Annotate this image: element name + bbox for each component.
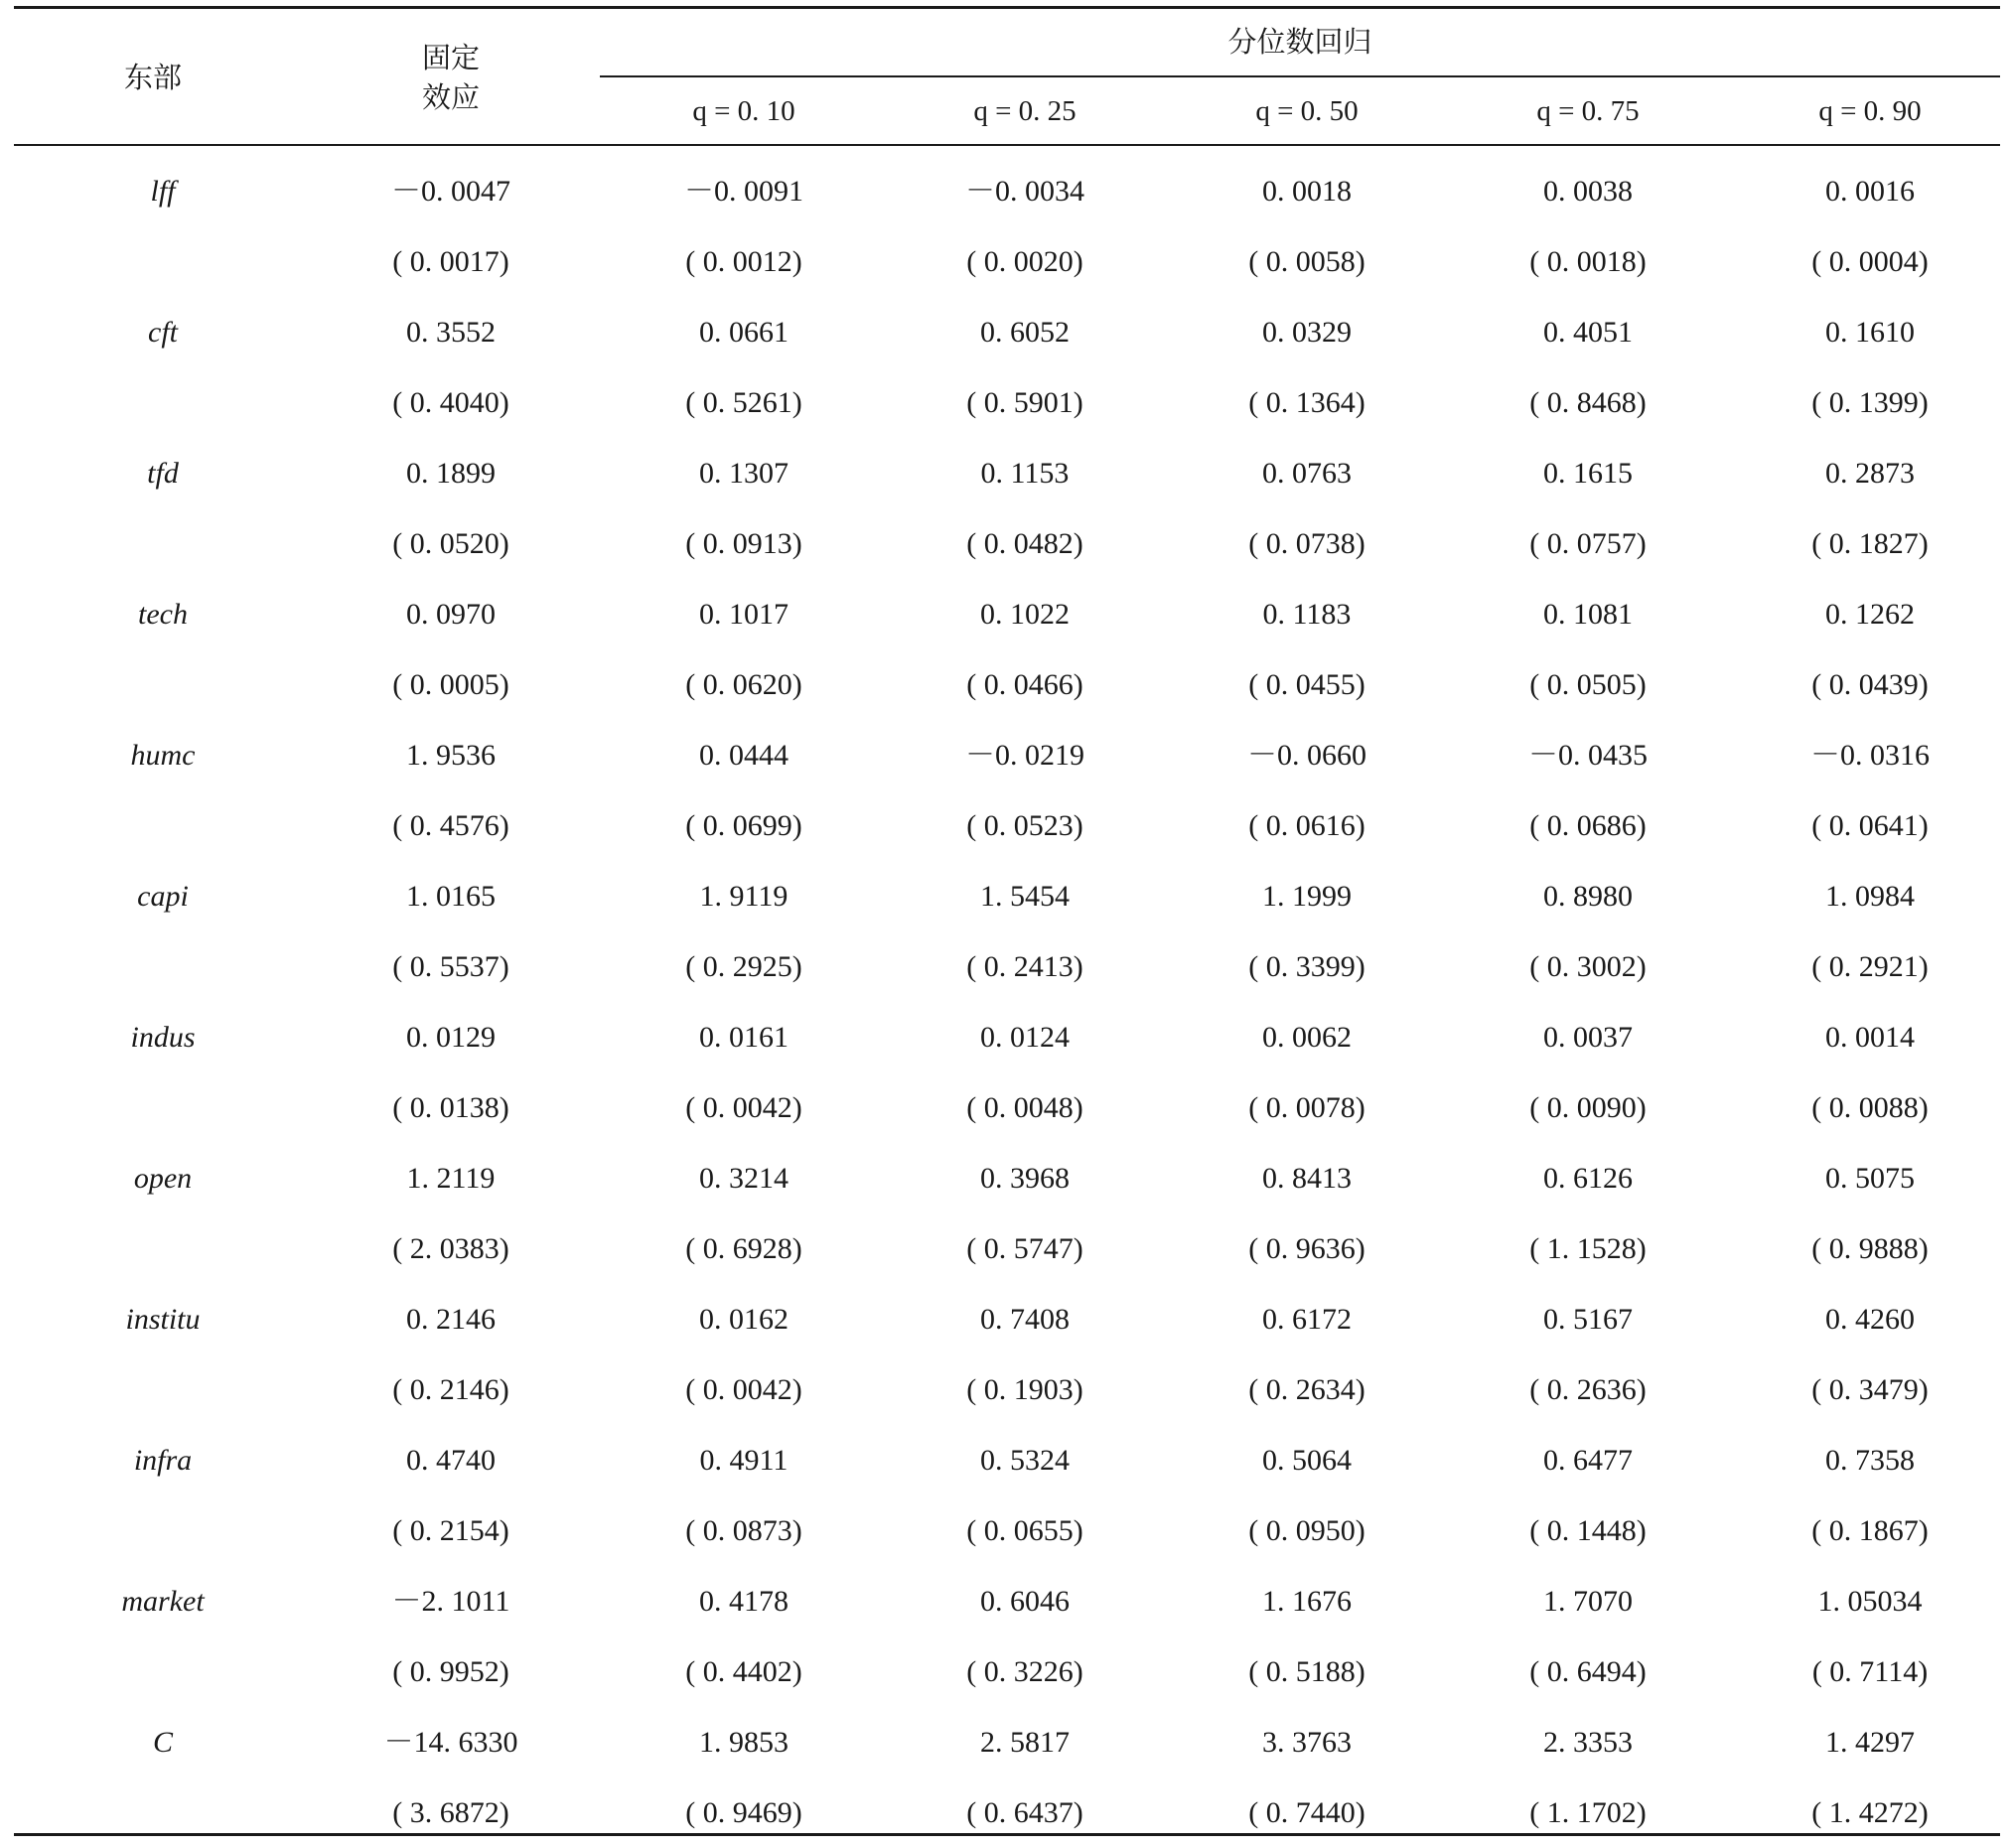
quantile-header-q10: q = 0. 10: [692, 95, 795, 127]
table-bottom-rule: [14, 1833, 2000, 1836]
se-cell: ( 0. 0738): [1248, 527, 1365, 560]
coef-cell: 0. 7358: [1825, 1444, 1915, 1477]
se-cell: ( 0. 0950): [1248, 1514, 1365, 1547]
coef-cell: 1. 0984: [1825, 880, 1915, 913]
se-cell: ( 0. 0686): [1529, 809, 1647, 842]
header-quantile-regression: 分位数回归: [1227, 25, 1372, 59]
se-cell: ( 0. 3399): [1248, 950, 1365, 983]
se-cell: ( 0. 0616): [1248, 809, 1365, 842]
se-cell: ( 0. 0505): [1529, 668, 1647, 701]
quantile-header-q25: q = 0. 25: [973, 95, 1077, 127]
coef-cell: 0. 1017: [699, 598, 789, 631]
quantile-header-q75: q = 0. 75: [1536, 95, 1640, 127]
coef-cell: 0. 4740: [406, 1444, 496, 1477]
table-row-coef: [14, 1707, 2000, 1777]
se-cell: ( 0. 9636): [1248, 1232, 1365, 1265]
se-cell: ( 0. 5261): [685, 386, 802, 419]
coef-cell: 0. 0124: [980, 1021, 1070, 1054]
coef-cell: 1. 9853: [699, 1726, 789, 1759]
se-cell: ( 0. 1903): [966, 1373, 1083, 1406]
coef-cell: 0. 0444: [699, 739, 789, 772]
coef-cell: 0. 3552: [406, 316, 496, 349]
se-cell: ( 0. 6928): [685, 1232, 802, 1265]
header-bottom-rule: [14, 144, 2000, 146]
se-cell: ( 0. 3226): [966, 1655, 1083, 1688]
table-row-coef: [14, 579, 2000, 649]
se-cell: ( 1. 1528): [1529, 1232, 1647, 1265]
header-fixed-effect-line1: 固定: [421, 41, 480, 74]
se-cell: ( 1. 4272): [1811, 1796, 1929, 1829]
se-cell: ( 0. 0005): [392, 668, 509, 701]
table-body: [14, 156, 2000, 1848]
coef-cell: 0. 5167: [1543, 1303, 1633, 1336]
se-cell: ( 2. 0383): [392, 1232, 509, 1265]
variable-name: open: [133, 1162, 193, 1195]
coef-cell: 0. 0014: [1825, 1021, 1915, 1054]
coef-cell: 0. 1262: [1825, 598, 1915, 631]
se-cell: ( 0. 0641): [1811, 809, 1929, 842]
se-cell: ( 0. 0078): [1248, 1091, 1365, 1124]
coef-cell: 0. 2873: [1825, 457, 1915, 490]
regression-table: [14, 0, 2000, 1846]
coef-cell: －0. 0034: [965, 175, 1084, 208]
coef-cell: 0. 2146: [406, 1303, 496, 1336]
variable-name: market: [121, 1585, 205, 1618]
quantile-group-rule: [600, 75, 2000, 77]
se-cell: ( 0. 0520): [392, 527, 509, 560]
table-row-se: [14, 1495, 2000, 1566]
table-row-coef: [14, 720, 2000, 790]
se-cell: ( 0. 0699): [685, 809, 802, 842]
variable-name: lff: [150, 175, 176, 208]
quantile-header-q50: q = 0. 50: [1255, 95, 1359, 127]
coef-cell: 0. 8413: [1262, 1162, 1352, 1195]
table-row-se: [14, 1777, 2000, 1848]
se-cell: ( 0. 0090): [1529, 1091, 1647, 1124]
coef-cell: －14. 6330: [383, 1726, 518, 1759]
coef-cell: －0. 0091: [684, 175, 803, 208]
coef-cell: 1. 05034: [1817, 1585, 1923, 1618]
se-cell: ( 0. 0058): [1248, 245, 1365, 278]
quantile-header-q90: q = 0. 90: [1818, 95, 1922, 127]
se-cell: ( 0. 7440): [1248, 1796, 1365, 1829]
table-row-coef: [14, 438, 2000, 508]
se-cell: ( 0. 7114): [1811, 1655, 1929, 1688]
se-cell: ( 0. 4402): [685, 1655, 802, 1688]
se-cell: ( 0. 2636): [1529, 1373, 1647, 1406]
se-cell: ( 0. 2413): [966, 950, 1083, 983]
coef-cell: 0. 0037: [1543, 1021, 1633, 1054]
se-cell: ( 0. 1867): [1811, 1514, 1929, 1547]
coef-cell: 0. 1022: [980, 598, 1070, 631]
se-cell: ( 0. 5747): [966, 1232, 1083, 1265]
quantile-header-row: [14, 91, 2000, 131]
coef-cell: 1. 9119: [699, 880, 789, 913]
se-cell: ( 0. 0873): [685, 1514, 802, 1547]
coef-cell: 0. 8980: [1543, 880, 1633, 913]
coef-cell: 0. 0016: [1825, 175, 1915, 208]
coef-cell: 0. 6046: [980, 1585, 1070, 1618]
se-cell: ( 0. 0138): [392, 1091, 509, 1124]
table-row-se: [14, 226, 2000, 297]
header-fixed-effect-line2: 效应: [421, 80, 480, 114]
coef-cell: 0. 1899: [406, 457, 496, 490]
coef-cell: 0. 3214: [699, 1162, 789, 1195]
coef-cell: 0. 1307: [699, 457, 789, 490]
se-cell: ( 0. 0042): [685, 1373, 802, 1406]
table-row-coef: [14, 861, 2000, 931]
coef-cell: 2. 5817: [980, 1726, 1070, 1759]
variable-name: tech: [138, 598, 188, 631]
coef-cell: 0. 4911: [699, 1444, 789, 1477]
coef-cell: －2. 1011: [391, 1585, 510, 1618]
variable-name: indus: [130, 1021, 196, 1054]
coef-cell: 0. 0038: [1543, 175, 1633, 208]
coef-cell: 1. 1676: [1262, 1585, 1352, 1618]
coef-cell: 0. 1183: [1262, 598, 1352, 631]
coef-cell: 0. 6052: [980, 316, 1070, 349]
table-row-coef: [14, 1425, 2000, 1495]
coef-cell: －0. 0660: [1247, 739, 1366, 772]
coef-cell: 0. 0129: [406, 1021, 496, 1054]
coef-cell: 0. 1610: [1825, 316, 1915, 349]
variable-name: capi: [137, 880, 189, 913]
coef-cell: 0. 3968: [980, 1162, 1070, 1195]
coef-cell: －0. 0316: [1810, 739, 1930, 772]
coef-cell: 2. 3353: [1543, 1726, 1633, 1759]
table-row-coef: [14, 1143, 2000, 1213]
table-row-se: [14, 1072, 2000, 1143]
coef-cell: 1. 7070: [1543, 1585, 1633, 1618]
coef-cell: 0. 6172: [1262, 1303, 1352, 1336]
coef-cell: 0. 0329: [1262, 316, 1352, 349]
se-cell: ( 0. 6437): [966, 1796, 1083, 1829]
coef-cell: 0. 0661: [699, 316, 789, 349]
coef-cell: －0. 0435: [1528, 739, 1648, 772]
se-cell: ( 0. 0655): [966, 1514, 1083, 1547]
header-region: 东部: [123, 61, 182, 94]
coef-cell: 3. 3763: [1262, 1726, 1352, 1759]
se-cell: ( 0. 1399): [1811, 386, 1929, 419]
table-row-coef: [14, 297, 2000, 367]
coef-cell: 0. 0018: [1262, 175, 1352, 208]
se-cell: ( 0. 0455): [1248, 668, 1365, 701]
se-cell: ( 0. 0088): [1811, 1091, 1929, 1124]
se-cell: ( 0. 6494): [1529, 1655, 1647, 1688]
coef-cell: 1. 0165: [406, 880, 496, 913]
se-cell: ( 0. 0482): [966, 527, 1083, 560]
coef-cell: 0. 1153: [980, 457, 1070, 490]
coef-cell: 1. 9536: [406, 739, 496, 772]
se-cell: ( 0. 0757): [1529, 527, 1647, 560]
table-top-rule: [14, 6, 2000, 9]
coef-cell: 1. 2119: [406, 1162, 496, 1195]
variable-name: institu: [125, 1303, 201, 1336]
table-row-se: [14, 508, 2000, 579]
coef-cell: 1. 4297: [1825, 1726, 1915, 1759]
se-cell: ( 0. 5188): [1248, 1655, 1365, 1688]
table-row-coef: [14, 1566, 2000, 1636]
se-cell: ( 0. 2921): [1811, 950, 1929, 983]
table-row-se: [14, 931, 2000, 1002]
coef-cell: 0. 4260: [1825, 1303, 1915, 1336]
coef-cell: 0. 5075: [1825, 1162, 1915, 1195]
se-cell: ( 0. 9469): [685, 1796, 802, 1829]
se-cell: ( 0. 0020): [966, 245, 1083, 278]
coef-cell: 0. 5064: [1262, 1444, 1352, 1477]
variable-name: tfd: [147, 457, 179, 490]
se-cell: ( 0. 3479): [1811, 1373, 1929, 1406]
coef-cell: －0. 0047: [391, 175, 510, 208]
se-cell: ( 0. 0439): [1811, 668, 1929, 701]
coef-cell: 0. 1615: [1543, 457, 1633, 490]
coef-cell: 0. 0162: [699, 1303, 789, 1336]
se-cell: ( 0. 5537): [392, 950, 509, 983]
se-cell: ( 3. 6872): [392, 1796, 509, 1829]
se-cell: ( 0. 0620): [685, 668, 802, 701]
table-row-se: [14, 1213, 2000, 1284]
se-cell: ( 0. 9888): [1811, 1232, 1929, 1265]
se-cell: ( 0. 9952): [392, 1655, 509, 1688]
se-cell: ( 0. 0913): [685, 527, 802, 560]
se-cell: ( 0. 1364): [1248, 386, 1365, 419]
variable-name: cft: [148, 316, 178, 349]
table-row-coef: [14, 156, 2000, 226]
coef-cell: 0. 0062: [1262, 1021, 1352, 1054]
se-cell: ( 0. 5901): [966, 386, 1083, 419]
variable-name: humc: [130, 739, 196, 772]
se-cell: ( 0. 0523): [966, 809, 1083, 842]
coef-cell: 0. 0970: [406, 598, 496, 631]
se-cell: ( 0. 4040): [392, 386, 509, 419]
se-cell: ( 0. 0004): [1811, 245, 1929, 278]
coef-cell: 0. 4178: [699, 1585, 789, 1618]
se-cell: ( 1. 1702): [1529, 1796, 1647, 1829]
table-row-se: [14, 1636, 2000, 1707]
se-cell: ( 0. 1448): [1529, 1514, 1647, 1547]
table-row-coef: [14, 1002, 2000, 1072]
coef-cell: 1. 1999: [1262, 880, 1352, 913]
coef-cell: 0. 6477: [1543, 1444, 1633, 1477]
coef-cell: 1. 5454: [980, 880, 1070, 913]
coef-cell: 0. 7408: [980, 1303, 1070, 1336]
variable-name: infra: [133, 1444, 193, 1477]
coef-cell: 0. 5324: [980, 1444, 1070, 1477]
se-cell: ( 0. 0018): [1529, 245, 1647, 278]
se-cell: ( 0. 1827): [1811, 527, 1929, 560]
se-cell: ( 0. 0042): [685, 1091, 802, 1124]
table-row-se: [14, 367, 2000, 438]
se-cell: ( 0. 4576): [392, 809, 509, 842]
coef-cell: 0. 6126: [1543, 1162, 1633, 1195]
coef-cell: 0. 0161: [699, 1021, 789, 1054]
coef-cell: 0. 1081: [1543, 598, 1633, 631]
se-cell: ( 0. 2925): [685, 950, 802, 983]
se-cell: ( 0. 0017): [392, 245, 509, 278]
coef-cell: －0. 0219: [965, 739, 1084, 772]
se-cell: ( 0. 0048): [966, 1091, 1083, 1124]
se-cell: ( 0. 8468): [1529, 386, 1647, 419]
table-row-coef: [14, 1284, 2000, 1354]
se-cell: ( 0. 2154): [392, 1514, 509, 1547]
coef-cell: 0. 0763: [1262, 457, 1352, 490]
se-cell: ( 0. 2634): [1248, 1373, 1365, 1406]
table-row-se: [14, 790, 2000, 861]
table-row-se: [14, 1354, 2000, 1425]
se-cell: ( 0. 0012): [685, 245, 802, 278]
coef-cell: 0. 4051: [1543, 316, 1633, 349]
table-row-se: [14, 649, 2000, 720]
se-cell: ( 0. 2146): [392, 1373, 509, 1406]
se-cell: ( 0. 0466): [966, 668, 1083, 701]
variable-name: C: [152, 1726, 173, 1759]
se-cell: ( 0. 3002): [1529, 950, 1647, 983]
